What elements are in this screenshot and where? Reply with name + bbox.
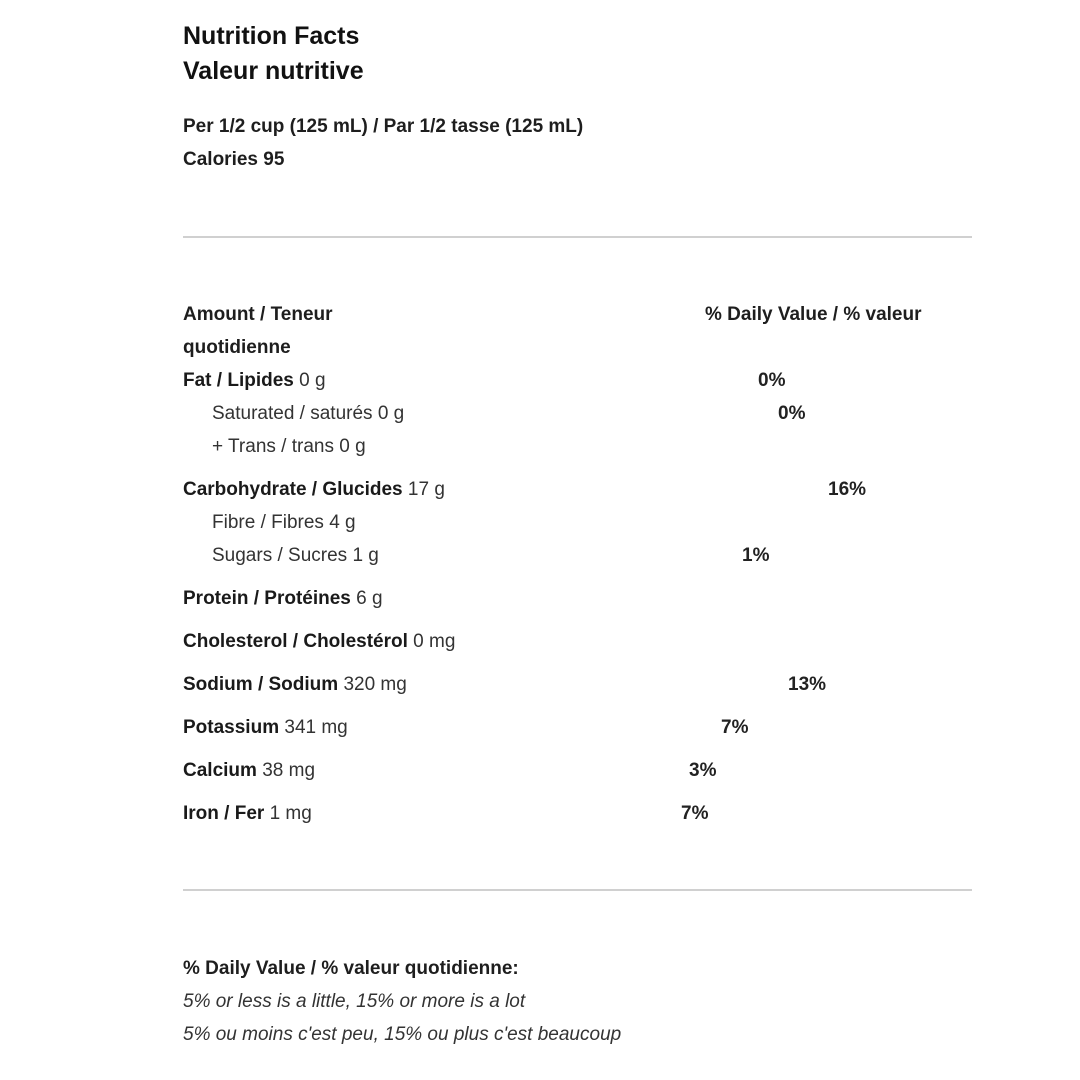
nutrient-label: Potassium xyxy=(183,717,280,738)
title-fr: Valeur nutritive xyxy=(183,57,364,85)
nutrient-amount: 6 g xyxy=(356,588,383,609)
footer-line-en: 5% or less is a little, 15% or more is a lot xyxy=(183,991,526,1012)
nutrient-amount: 1 g xyxy=(352,545,379,566)
nutrient-amount: 0 g xyxy=(339,436,366,457)
nutrient-amount: 320 mg xyxy=(343,674,407,695)
nutrient-amount: 4 g xyxy=(329,512,356,533)
nutrient-dv-potassium: 7% xyxy=(721,717,749,738)
nutrient-dv-sugars: 1% xyxy=(742,545,770,566)
nutrient-amount: 1 mg xyxy=(269,803,312,824)
nutrient-row-calcium xyxy=(183,760,315,782)
footer-line-fr: 5% ou moins c'est peu, 15% ou plus c'est beaucoup xyxy=(183,1024,622,1045)
amount-header-cont: quotidienne xyxy=(183,337,291,358)
nutrient-label: Saturated / saturés xyxy=(212,403,373,424)
nutrient-label: Protein / Protéines xyxy=(183,588,351,609)
nutrient-label: Sodium / Sodium xyxy=(183,674,339,695)
nutrient-row-fat xyxy=(183,370,326,392)
nutrient-row-sugars xyxy=(212,545,379,567)
nutrient-label: Sugars / Sucres xyxy=(212,545,348,566)
nutrient-dv-saturated: 0% xyxy=(778,403,806,424)
nutrient-amount: 38 mg xyxy=(262,760,316,781)
nutrient-label: Cholesterol / Cholestérol xyxy=(183,631,408,652)
nutrient-row-cholesterol xyxy=(183,631,455,653)
daily-value-header: % Daily Value / % valeur xyxy=(705,304,922,325)
title-en: Nutrition Facts xyxy=(183,22,360,50)
nutrient-row-saturated xyxy=(212,403,404,425)
nutrient-label: Calcium xyxy=(183,760,257,781)
nutrient-row-iron xyxy=(183,803,312,825)
nutrient-row-carbohydrate xyxy=(183,479,445,501)
nutrient-amount: 17 g xyxy=(407,479,445,500)
nutrient-amount: 0 mg xyxy=(413,631,456,652)
serving-size: Per 1/2 cup (125 mL) / Par 1/2 tasse (125 mL) xyxy=(183,116,584,137)
nutrient-dv-carbohydrate: 16% xyxy=(828,479,867,500)
nutrient-dv-iron: 7% xyxy=(681,803,709,824)
nutrient-row-fibre xyxy=(212,512,356,534)
amount-header: Amount / Teneur xyxy=(183,304,333,325)
nutrient-dv-calcium: 3% xyxy=(689,760,717,781)
nutrient-amount: 341 mg xyxy=(284,717,348,738)
nutrient-label: + Trans / trans xyxy=(212,436,334,457)
nutrient-row-potassium xyxy=(183,717,348,739)
nutrient-label: Iron / Fer xyxy=(183,803,265,824)
calories: Calories 95 xyxy=(183,149,285,170)
nutrient-label: Fat / Lipides xyxy=(183,370,294,391)
nutrient-row-trans xyxy=(212,436,366,458)
nutrient-row-sodium xyxy=(183,674,407,696)
nutrient-dv-fat: 0% xyxy=(758,370,786,391)
nutrient-row-protein xyxy=(183,588,383,610)
nutrient-amount: 0 g xyxy=(377,403,405,424)
nutrient-label: Carbohydrate / Glucides xyxy=(183,479,403,500)
nutrient-label: Fibre / Fibres xyxy=(212,512,324,533)
footer-heading: % Daily Value / % valeur quotidienne: xyxy=(183,958,519,979)
divider-bottom xyxy=(183,889,972,891)
nutrient-amount: 0 g xyxy=(299,370,326,391)
nutrient-dv-sodium: 13% xyxy=(788,674,827,695)
divider-top xyxy=(183,236,972,238)
